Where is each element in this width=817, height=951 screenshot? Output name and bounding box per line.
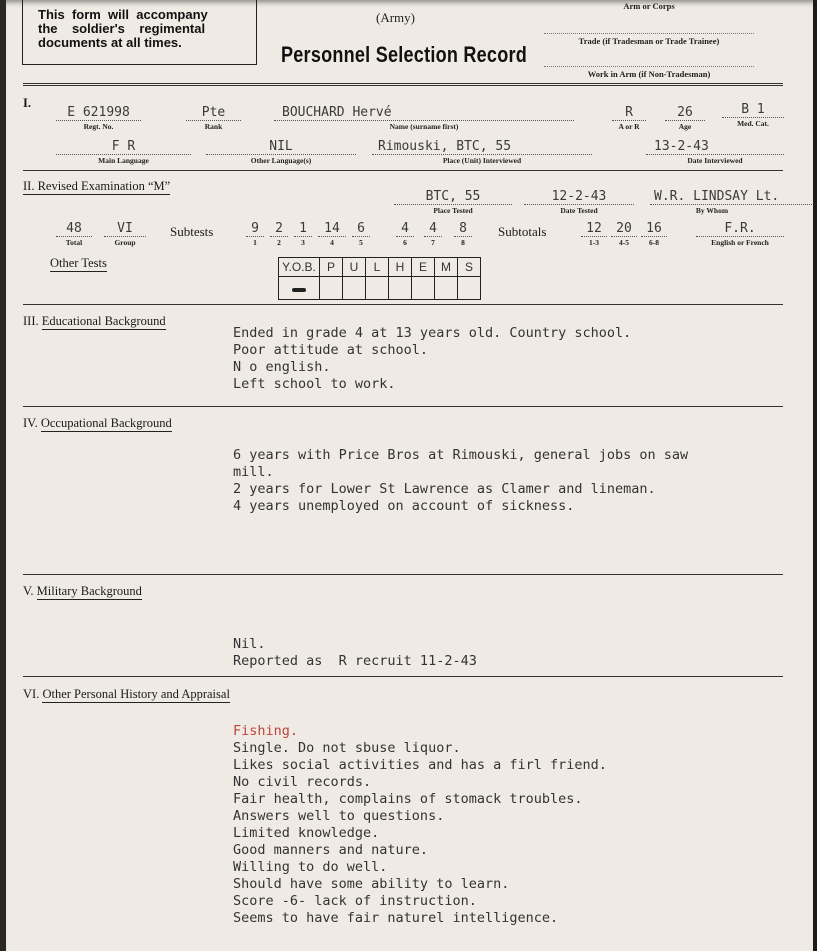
subtest-8[interactable]: 8 8 <box>454 222 472 247</box>
subtest-1[interactable]: 9 1 <box>246 222 264 247</box>
military-text: Nil. Reported as R recruit 11-2-43 <box>233 636 477 669</box>
arm-or-corps-caption: Arm or Corps <box>623 1 675 11</box>
other-languages-field[interactable]: NIL Other Language(s) <box>206 140 356 165</box>
pulhems-cell-e[interactable] <box>412 277 435 300</box>
subtotal-1-3[interactable]: 12 1-3 <box>581 222 607 247</box>
subtest-6[interactable]: 4 6 <box>396 222 414 247</box>
pulhems-header-u: U <box>343 258 366 277</box>
section-1-numeral: I. <box>23 96 31 110</box>
other-tests-label: Other Tests <box>50 256 107 270</box>
pulhems-header-p: P <box>320 258 343 277</box>
divider <box>23 83 783 86</box>
subtest-5[interactable]: 6 5 <box>352 222 370 247</box>
form-page <box>6 0 814 951</box>
divider <box>23 170 783 171</box>
subtest-3[interactable]: 1 3 <box>294 222 312 247</box>
notice-line: documents at all times. <box>38 35 182 50</box>
med-cat-field[interactable]: B 1 Med. Cat. <box>722 103 784 128</box>
subtest-7[interactable]: 4 7 <box>424 222 442 247</box>
total-field[interactable]: 48 Total <box>56 222 92 247</box>
age-field[interactable]: 26 Age <box>665 106 705 131</box>
section-5-heading: V. Military Background <box>23 584 142 598</box>
occupational-text: 6 years with Price Bros at Rimouski, general jobs on saw mill. 2 years for Lower St Lawrence as Clamer and lineman. 4 years unemployed on account of sickness. <box>233 447 689 514</box>
pulhems-header-s: S <box>458 258 481 277</box>
divider <box>23 676 783 677</box>
subtotal-6-8[interactable]: 16 6-8 <box>641 222 667 247</box>
pulhems-header-l: L <box>366 258 389 277</box>
subtest-4[interactable]: 14 4 <box>318 222 346 247</box>
pulhems-header-m: M <box>435 258 458 277</box>
pulhems-grid <box>278 257 481 300</box>
army-label: (Army) <box>376 10 415 25</box>
section-4-heading: IV. Occupational Background <box>23 416 172 430</box>
page-edge <box>813 0 817 951</box>
appraisal-text: Fishing. Single. Do not sbuse liquor. Likes social activities and has a firl friend. No civil records. Fair health, complains of stomack troubles. Answers well to questions. Limited knowledge. Good manners and nature. Willing to do well. Should have some ability to learn. Score -6- lack of instruction. Seems to have fair naturel intelligence. <box>233 723 607 926</box>
pulhems-cell-u[interactable] <box>343 277 366 300</box>
divider <box>23 304 783 305</box>
pulhems-cell-yob[interactable] <box>279 277 320 300</box>
pulhems-cell-p[interactable] <box>320 277 343 300</box>
form-title: Personnel Selection Record <box>281 42 527 67</box>
pulhems-header-h: H <box>389 258 412 277</box>
hobby-line: Fishing. <box>233 723 299 739</box>
work-in-arm-field[interactable] <box>544 66 754 67</box>
notice-line: This form will accompany <box>38 7 208 22</box>
pulhems-header-yob: Y.O.B. <box>279 258 320 277</box>
regt-no-field[interactable]: E 621998 Regt. No. <box>56 106 141 131</box>
by-whom-field[interactable]: W.R. LINDSAY Lt. By Whom <box>650 190 814 215</box>
subtotal-4-5[interactable]: 20 4-5 <box>611 222 637 247</box>
name-field[interactable]: BOUCHARD Hervé Name (surname first) <box>274 106 574 131</box>
english-or-french-field[interactable]: F.R. English or French <box>696 222 784 247</box>
work-in-arm-caption: Work in Arm (if Non-Tradesman) <box>587 69 711 79</box>
notice-line: the soldier's regimental <box>38 21 206 36</box>
subtest-2[interactable]: 2 2 <box>270 222 288 247</box>
main-language-field[interactable]: F R Main Language <box>56 140 191 165</box>
section-6-heading: VI. Other Personal History and Appraisal <box>23 687 230 701</box>
trade-field[interactable] <box>544 33 754 34</box>
educational-text: Ended in grade 4 at 13 years old. Country school. Poor attitude at school. N o english. Left school to work. <box>233 325 632 392</box>
place-interviewed-field[interactable]: Rimouski, BTC, 55 Place (Unit) Interviewed <box>372 140 592 165</box>
section-2-heading: II. Revised Examination “M” <box>23 179 171 193</box>
divider <box>23 574 783 575</box>
date-interviewed-field[interactable]: 13-2-43 Date Interviewed <box>646 140 784 165</box>
trade-caption: Trade (if Tradesman or Trade Trainee) <box>578 36 720 46</box>
subtests-label: Subtests <box>170 224 214 239</box>
a-or-r-field[interactable]: R A or R <box>612 106 646 131</box>
notice-box <box>22 0 257 65</box>
pulhems-cell-m[interactable] <box>435 277 458 300</box>
pulhems-cell-h[interactable] <box>389 277 412 300</box>
subtotals-label: Subtotals <box>498 224 547 239</box>
date-tested-field[interactable]: 12-2-43 Date Tested <box>524 190 634 215</box>
divider <box>23 406 783 407</box>
section-3-heading: III. Educational Background <box>23 314 166 328</box>
ink-mark <box>292 288 306 292</box>
pulhems-header-e: E <box>412 258 435 277</box>
place-tested-field[interactable]: BTC, 55 Place Tested <box>394 190 512 215</box>
pulhems-cell-s[interactable] <box>458 277 481 300</box>
pulhems-cell-l[interactable] <box>366 277 389 300</box>
rank-field[interactable]: Pte Rank <box>186 106 241 131</box>
group-field[interactable]: VI Group <box>104 222 146 247</box>
